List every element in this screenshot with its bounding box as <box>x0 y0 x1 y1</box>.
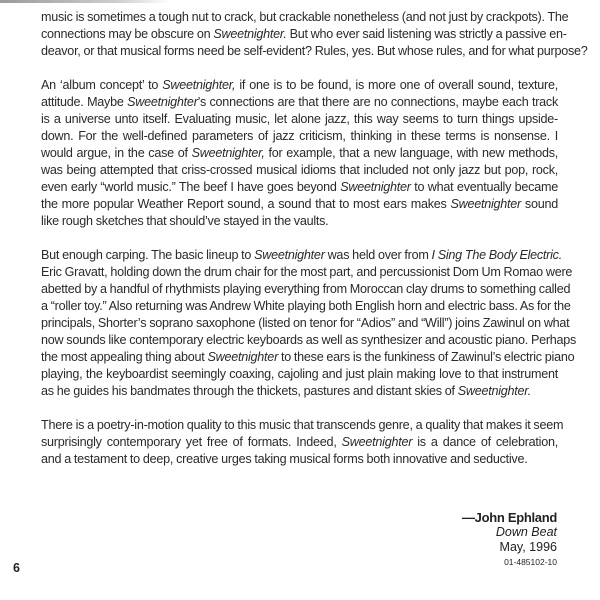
text-run: if one is to be found, is more one of overall sound, texture, <box>235 78 558 92</box>
italic-title: Sweetnighter. <box>457 384 531 398</box>
text-run: now sounds like contemporary electric keyboards as well as synthesizer and acoustic piano. Perhaps <box>41 333 577 347</box>
italic-title: Sweetnighter <box>127 95 198 109</box>
text-line <box>41 434 558 451</box>
text-run: a “roller toy.” Also returning was Andrew White playing both English horn and electric bass. As for the <box>41 299 571 313</box>
text-run: is a dance of celebration, <box>412 435 558 449</box>
signature-block <box>462 510 557 569</box>
text-run: was held over from <box>324 248 432 262</box>
italic-title: Sweetnighter, <box>191 146 265 160</box>
text-line <box>41 281 571 298</box>
text-line <box>41 366 558 383</box>
text-line <box>41 179 558 196</box>
author-name: —John Ephland <box>461 510 557 525</box>
text-run: even early “world music.” The beef I have goes beyond <box>41 180 341 194</box>
italic-title: Sweetnighter <box>341 435 413 449</box>
text-line <box>41 213 558 230</box>
text-line <box>41 9 569 26</box>
text-run: But enough carping. The basic lineup to <box>41 248 255 262</box>
text-line <box>41 247 562 264</box>
text-line <box>41 111 558 128</box>
text-line <box>41 417 564 434</box>
text-line <box>41 264 573 281</box>
italic-title: Sweetnighter, <box>162 78 236 92</box>
paragraph <box>41 77 558 230</box>
text-line <box>41 349 575 366</box>
italic-title: Sweetnighter <box>207 350 279 364</box>
text-run: attitude. Maybe <box>41 95 128 109</box>
text-run: to these ears is the funkiness of Zawinul’s electric piano <box>278 350 575 364</box>
text-line <box>41 94 558 111</box>
text-run: like rough sketches that should’ve stayed in the vaults. <box>41 214 329 228</box>
publication-date: May, 1996 <box>499 540 557 554</box>
text-run: is a universe unto itself. Evaluating music, let alone jazz, this way seems to turn things upside- <box>41 112 558 126</box>
text-line <box>41 128 558 145</box>
text-line <box>41 332 577 349</box>
text-run: music is sometimes a tough nut to crack, but crackable nonetheless (and not just by crackpots). The <box>41 10 569 24</box>
text-line <box>41 145 558 162</box>
text-run: was being attempted that criss-crossed musical idioms that included not only jazz but pop, rock, <box>41 163 558 177</box>
text-run: the more popular Weather Report sound, a sound that to most ears makes <box>41 197 451 211</box>
italic-title: Sweetnighter <box>340 180 411 194</box>
text-run: down. For the well-defined parameters of jazz criticism, thinking in these terms is nonsense. I <box>41 129 558 143</box>
liner-notes-body <box>41 9 588 485</box>
page-number: 6 <box>13 561 20 575</box>
text-line <box>41 315 570 332</box>
text-run: deavor, or that musical forms need be self-evident? Rules, yes. But whose rules, and for what purpose? <box>41 44 588 58</box>
text-run: playing, the keyboardist seemingly coaxing, cajoling and just plain making love to that instrument <box>41 367 558 381</box>
text-run: sound <box>521 197 558 211</box>
text-run: for example, that a new language, with new methods, <box>264 146 558 160</box>
paragraph <box>41 247 577 400</box>
text-run: principals, Shorter’s soprano saxophone (listed on tenor for “Adios” and “Will”) joins Zawinul on what <box>41 316 570 330</box>
text-run: would argue, in the case of <box>41 146 192 160</box>
scan-edge-shading <box>0 0 170 3</box>
text-run: Eric Gravatt, holding down the drum chair for the most part, and percussionist Dom Um Romao were <box>41 265 573 279</box>
text-run: as he guides his bandmates through the thickets, pastures and distant skies of <box>41 384 458 398</box>
text-line <box>41 43 588 60</box>
paragraph <box>41 417 564 468</box>
italic-title: Sweetnighter <box>254 248 325 262</box>
text-line <box>41 196 558 213</box>
paragraph <box>41 9 588 60</box>
text-run: There is a poetry-in-motion quality to this music that transcends genre, a quality that makes it seem <box>41 418 564 432</box>
publication-name: Down Beat <box>495 525 557 539</box>
catalog-code: 01-485102-10 <box>504 557 557 567</box>
italic-title: Sweetnighter. <box>213 27 287 41</box>
text-run: connections may be obscure on <box>41 27 214 41</box>
text-run: to what eventually became <box>410 180 558 194</box>
text-line <box>41 77 558 94</box>
text-line <box>41 26 567 43</box>
text-run: An ‘album concept’ to <box>41 78 163 92</box>
text-run: ’s connections are that there are no connections, maybe each track <box>197 95 558 109</box>
text-line <box>41 451 558 468</box>
text-run: and a testament to deep, creative urges taking musical forms both innovative and seductive. <box>41 452 528 466</box>
text-line <box>41 298 571 315</box>
text-run: the most appealing thing about <box>41 350 208 364</box>
text-run: abetted by a handful of rhythmists playing everything from Moroccan clay drums to something called <box>41 282 571 296</box>
text-run: But who ever said listening was strictly a passive en- <box>286 27 567 41</box>
text-run: surprisingly contemporary yet free of formats. Indeed, <box>41 435 342 449</box>
text-line <box>41 383 558 400</box>
italic-title: I Sing The Body Electric. <box>431 248 562 262</box>
text-line <box>41 162 558 179</box>
italic-title: Sweetnighter <box>450 197 521 211</box>
